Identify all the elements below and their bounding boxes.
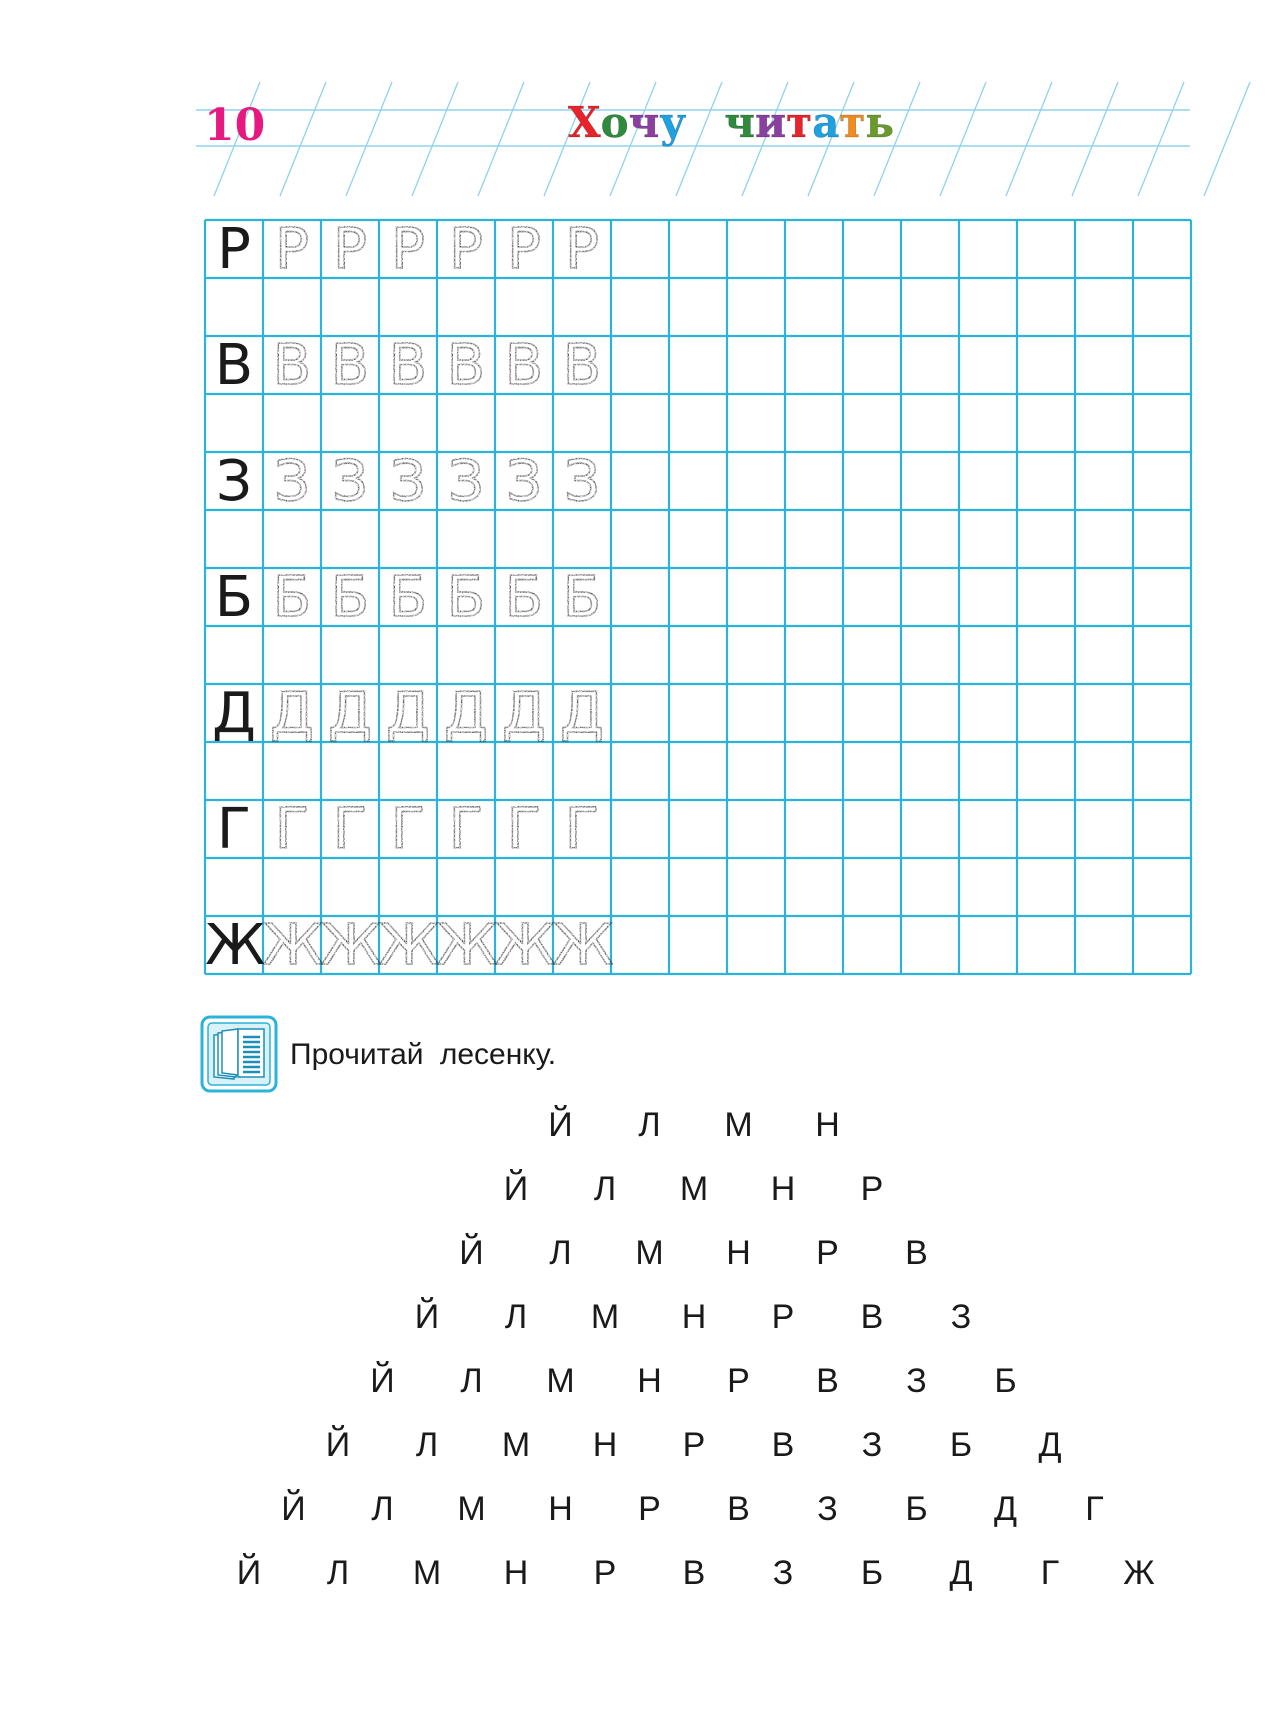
trace-letter: В [562,333,602,398]
ladder-letter: Б [860,1554,884,1592]
ladder-letter: Д [1038,1426,1062,1464]
trace-letter: Р [333,217,367,282]
ladder-letter: Б [949,1426,973,1464]
trace-letter: З [564,449,600,514]
trace-letter: Р [565,217,599,282]
ladder-letter: Л [326,1554,350,1592]
ladder-letter: М [412,1554,442,1592]
trace-letter: В [330,333,370,398]
model-letter: Р [217,217,251,282]
ladder-letter: Н [815,1106,840,1144]
ladder-letter: З [906,1362,927,1400]
trace-letter: Б [330,565,370,630]
ladder-letter: Р [771,1298,795,1336]
model-letter: Д [212,681,256,746]
title-letter: ь [865,98,894,147]
trace-letter: В [504,333,544,398]
ladder-letter: В [816,1362,839,1400]
ladder-letter: Д [993,1490,1018,1528]
trace-letter: Д [328,681,372,746]
title-letter: т [786,98,813,147]
ladder-letter: В [860,1298,884,1336]
trace-letter: Д [386,681,430,746]
trace-letter: Ж [495,913,556,978]
trace-letter: Б [388,565,428,630]
trace-letter: Р [391,217,425,282]
trace-letter: Д [444,681,488,746]
ladder-letter: Б [905,1490,928,1528]
trace-letter: Б [272,565,312,630]
ladder-letter: М [546,1362,575,1400]
title-letter: у [659,98,687,147]
trace-letter: Д [270,681,314,746]
ladder-letter: Р [816,1234,839,1272]
ladder-letter: З [772,1554,794,1592]
ladder-letter: Р [593,1554,617,1592]
ladder-letter: Н [726,1234,751,1272]
ladder-letter: Н [503,1554,529,1592]
ladder-letter: Л [415,1426,439,1464]
model-letter: З [216,449,252,514]
trace-letter: Б [446,565,486,630]
trace-letter: Г [506,797,542,862]
model-letter: Ж [205,913,266,978]
trace-letter: Г [448,797,484,862]
trace-letter: Р [507,217,541,282]
trace-letter: Д [560,681,604,746]
ladder-letter: В [771,1426,795,1464]
title-letter: т [839,98,866,147]
trace-letter: З [274,449,310,514]
trace-letter: Д [502,681,546,746]
ladder-letter: В [682,1554,706,1592]
ladder-letter: Ж [1123,1554,1155,1592]
trace-letter: В [388,333,428,398]
ladder-letter: З [861,1426,883,1464]
title-letter: ч [724,98,755,147]
model-letter: Б [214,565,254,630]
trace-letter: З [506,449,542,514]
ladder-letter: Д [949,1554,973,1592]
page-number: 10 [204,100,266,151]
trace-letter: Г [564,797,600,862]
ladder-letter: Н [637,1362,662,1400]
ladder-letter: Р [727,1362,750,1400]
trace-letter: В [446,333,486,398]
title-letter: и [755,98,787,147]
ladder-letter: Л [504,1298,528,1336]
trace-letter: З [390,449,426,514]
model-letter: В [214,333,254,398]
ladder-letter: Н [770,1170,796,1208]
trace-letter: Г [274,797,310,862]
ladder-letter: В [727,1490,750,1528]
ladder-letter: З [817,1490,838,1528]
trace-letter: Ж [379,913,440,978]
ladder-letter: З [950,1298,972,1336]
ladder-letter: Й [548,1106,573,1144]
trace-letter: Г [390,797,426,862]
ladder-letter: Й [325,1426,351,1464]
open-book-icon [200,1015,278,1093]
ladder-letter: Р [638,1490,661,1528]
ladder-letter: Р [860,1170,884,1208]
trace-letter: Ж [553,913,614,978]
ladder-letter: М [724,1106,753,1144]
ladder-letter: Б [994,1362,1017,1400]
ladder-letter: Н [592,1426,618,1464]
ladder-letter: Л [593,1170,617,1208]
title-letter: о [600,98,629,147]
trace-letter: Б [562,565,602,630]
title-letter: ч [628,98,660,147]
instruction-text: Прочитай лесенку. [290,1038,557,1071]
ladder-letter: Й [281,1490,306,1528]
trace-letter: Р [449,217,483,282]
ladder-letter: Й [370,1362,395,1400]
trace-letter: Ж [263,913,324,978]
title-letter: Х [568,98,601,147]
title-letter: а [812,98,840,147]
ladder-letter: Й [236,1554,262,1592]
trace-letter: Ж [437,913,498,978]
ladder-letter: Г [1085,1490,1104,1528]
trace-letter: Г [332,797,368,862]
ladder-letter: М [457,1490,486,1528]
ladder-letter: Р [682,1426,706,1464]
trace-letter: Б [504,565,544,630]
ladder-letter: Й [414,1298,440,1336]
trace-letter: В [272,333,312,398]
ladder-letter: В [905,1234,928,1272]
trace-letter: Ж [321,913,382,978]
model-letter: Г [216,797,252,862]
ladder-letter: М [590,1298,620,1336]
trace-letter: З [332,449,368,514]
ladder-letter: Л [549,1234,572,1272]
ladder-letter: Н [681,1298,707,1336]
ladder-letter: Г [1040,1554,1060,1592]
trace-letter: Р [275,217,309,282]
ladder-letter: Л [460,1362,483,1400]
ladder-letter: Н [548,1490,573,1528]
ladder-letter: Й [459,1234,484,1272]
ladder-letter: М [635,1234,664,1272]
trace-letter: З [448,449,484,514]
ladder-letter: М [679,1170,709,1208]
ladder-letter: Й [503,1170,529,1208]
ladder-letter: М [501,1426,531,1464]
ladder-letter: Л [371,1490,394,1528]
ladder-letter: Л [638,1106,661,1144]
